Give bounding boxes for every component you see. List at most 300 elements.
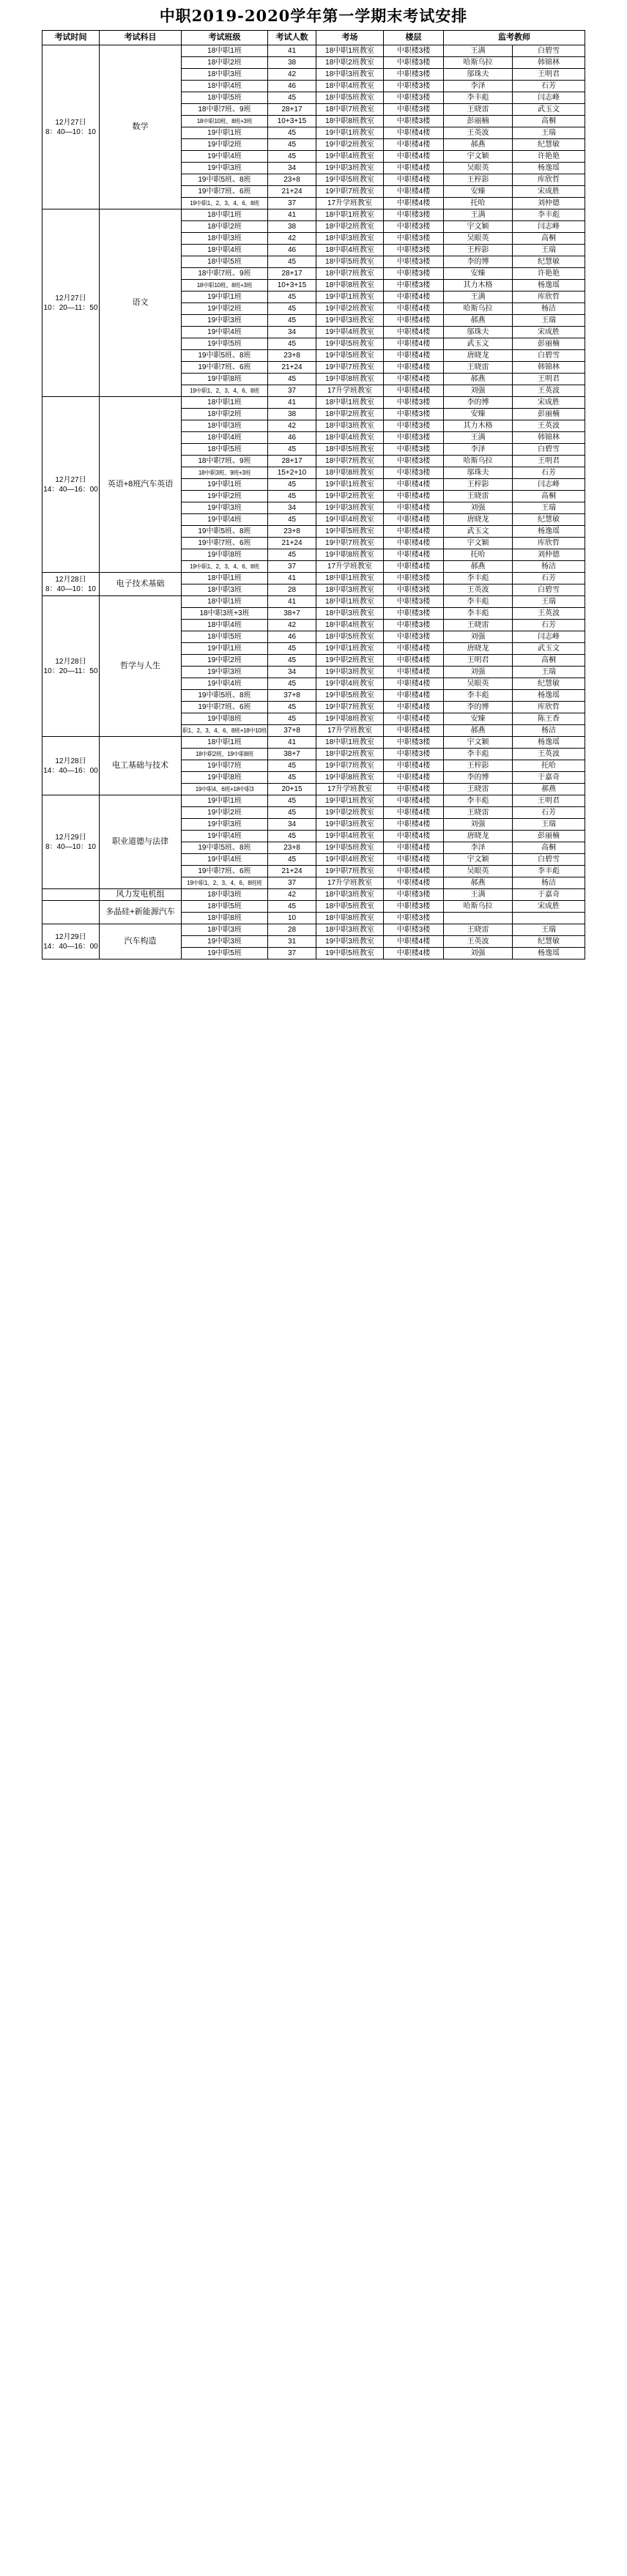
exam-class-cell: 18中职1班 <box>182 596 268 608</box>
invigilator-1-cell: 王梓影 <box>444 760 513 772</box>
exam-class-cell: 18中职10班、8班+3班 <box>182 116 268 127</box>
exam-floor-cell: 中职楼4楼 <box>384 795 444 807</box>
exam-class-cell: 19中职2班 <box>182 807 268 819</box>
exam-room-cell: 19中职5班教室 <box>316 842 384 854</box>
invigilator-2-cell: 石芳 <box>513 807 585 819</box>
exam-count-cell: 45 <box>268 901 316 913</box>
exam-count-cell: 41 <box>268 45 316 57</box>
invigilator-1-cell: 邬珠夫 <box>444 327 513 338</box>
exam-class-cell: 18中职5班 <box>182 901 268 913</box>
exam-class-cell: 18中职2班 <box>182 409 268 420</box>
exam-class-cell: 18中职4班 <box>182 620 268 631</box>
exam-floor-cell: 中职楼4楼 <box>384 385 444 397</box>
exam-room-cell: 18中职4班教室 <box>316 245 384 256</box>
invigilator-1-cell: 宇文颖 <box>444 854 513 866</box>
exam-floor-cell: 中职楼4楼 <box>384 127 444 139</box>
exam-floor-cell: 中职楼4楼 <box>384 526 444 538</box>
exam-count-cell: 37 <box>268 385 316 397</box>
invigilator-1-cell: 李的博 <box>444 772 513 784</box>
exam-room-cell: 18中职8班教室 <box>316 116 384 127</box>
column-header-time: 考试时间 <box>42 31 100 45</box>
exam-room-cell: 19中职8班教室 <box>316 772 384 784</box>
exam-class-cell: 19中职8班 <box>182 772 268 784</box>
exam-class-cell: 职1、2、3、4、6、8班+18中10班 <box>182 725 268 737</box>
exam-floor-cell: 中职楼4楼 <box>384 936 444 948</box>
exam-room-cell: 19中职1班教室 <box>316 292 384 303</box>
invigilator-1-cell: 邬珠夫 <box>444 69 513 81</box>
exam-floor-cell: 中职楼3楼 <box>384 444 444 456</box>
exam-room-cell: 18中职4班教室 <box>316 81 384 92</box>
invigilator-2-cell: 王瑞 <box>513 596 585 608</box>
exam-room-cell: 18中职2班教室 <box>316 221 384 233</box>
exam-room-cell: 19中职4班教室 <box>316 151 384 163</box>
exam-floor-cell: 中职楼3楼 <box>384 92 444 104</box>
exam-class-cell: 18中职1班 <box>182 209 268 221</box>
invigilator-1-cell: 李丰彪 <box>444 573 513 584</box>
exam-room-cell: 18中职7班教室 <box>316 456 384 467</box>
exam-count-cell: 45 <box>268 854 316 866</box>
invigilator-2-cell: 杨洁 <box>513 725 585 737</box>
invigilator-2-cell: 白碧雪 <box>513 584 585 596</box>
exam-count-cell: 45 <box>268 338 316 350</box>
invigilator-2-cell: 陈王香 <box>513 713 585 725</box>
exam-time-cell: 12月27日 10：20—11：50 <box>42 209 100 397</box>
exam-class-cell: 18中职1班 <box>182 737 268 749</box>
exam-count-cell: 10 <box>268 913 316 924</box>
exam-class-cell: 19中职7班、6班 <box>182 186 268 198</box>
invigilator-2-cell: 石芳 <box>513 81 585 92</box>
exam-room-cell: 19中职5班教室 <box>316 350 384 362</box>
exam-count-cell: 34 <box>268 502 316 514</box>
exam-room-cell: 18中职3班教室 <box>316 420 384 432</box>
exam-class-cell: 18中职3班、9班+3班 <box>182 467 268 479</box>
exam-floor-cell: 中职楼4楼 <box>384 338 444 350</box>
invigilator-1-cell: 郝燕 <box>444 877 513 889</box>
table-header-row <box>42 31 585 45</box>
exam-count-cell: 28+17 <box>268 456 316 467</box>
exam-room-cell: 18中职7班教室 <box>316 268 384 280</box>
exam-room-cell: 18中职1班教室 <box>316 573 384 584</box>
exam-room-cell: 19中职5班教室 <box>316 690 384 702</box>
exam-floor-cell: 中职楼3楼 <box>384 737 444 749</box>
invigilator-2-cell: 王瑞 <box>513 127 585 139</box>
exam-floor-cell: 中职楼4楼 <box>384 151 444 163</box>
exam-room-cell: 19中职7班教室 <box>316 866 384 877</box>
invigilator-1-cell: 唐晓龙 <box>444 350 513 362</box>
invigilator-2-cell: 杨逸瑶 <box>513 948 585 959</box>
exam-class-cell: 18中职3班+3班 <box>182 608 268 620</box>
table-row <box>42 45 585 57</box>
exam-floor-cell: 中职楼4楼 <box>384 561 444 573</box>
exam-class-cell: 19中职1、2、3、4、6、8班 <box>182 385 268 397</box>
invigilator-2-cell: 纪慧敏 <box>513 678 585 690</box>
invigilator-2-cell: 王明君 <box>513 69 585 81</box>
invigilator-1-cell: 刘强 <box>444 631 513 643</box>
exam-count-cell: 21+24 <box>268 362 316 374</box>
exam-room-cell: 18中职3班教室 <box>316 608 384 620</box>
exam-room-cell: 18中职5班教室 <box>316 901 384 913</box>
exam-floor-cell: 中职楼3楼 <box>384 456 444 467</box>
table-row <box>42 795 585 807</box>
exam-count-cell: 37 <box>268 948 316 959</box>
invigilator-2-cell: 闫志峰 <box>513 631 585 643</box>
exam-floor-cell: 中职楼3楼 <box>384 209 444 221</box>
invigilator-1-cell: 李丰彪 <box>444 749 513 760</box>
exam-class-cell: 18中职4班 <box>182 245 268 256</box>
invigilator-1-cell: 李的博 <box>444 702 513 713</box>
exam-count-cell: 10+3+15 <box>268 116 316 127</box>
exam-floor-cell: 中职楼3楼 <box>384 584 444 596</box>
column-header-room: 考场 <box>316 31 384 45</box>
exam-count-cell: 45 <box>268 831 316 842</box>
exam-time-cell: 12月28日 14：40—16：00 <box>42 737 100 795</box>
exam-room-cell: 19中职7班教室 <box>316 186 384 198</box>
exam-subject-cell: 多晶硅+新能源汽车 <box>100 901 182 924</box>
exam-subject-cell: 哲学与人生 <box>100 596 182 737</box>
table-row <box>42 889 585 901</box>
exam-class-cell: 18中职3班 <box>182 233 268 245</box>
invigilator-1-cell: 李丰彪 <box>444 795 513 807</box>
invigilator-2-cell: 纪慧敏 <box>513 936 585 948</box>
invigilator-2-cell: 高桐 <box>513 233 585 245</box>
exam-floor-cell: 中职楼4楼 <box>384 831 444 842</box>
invigilator-2-cell: 纪慧敏 <box>513 514 585 526</box>
exam-count-cell: 28 <box>268 924 316 936</box>
exam-time-cell: 12月29日 14：40—16：00 <box>42 924 100 959</box>
exam-room-cell: 17升学班教室 <box>316 385 384 397</box>
exam-class-cell: 19中职5班 <box>182 338 268 350</box>
exam-subject-cell: 电工基础与技术 <box>100 737 182 795</box>
invigilator-1-cell <box>444 913 513 924</box>
exam-class-cell: 19中职7班、6班 <box>182 702 268 713</box>
exam-floor-cell: 中职楼4楼 <box>384 139 444 151</box>
invigilator-2-cell: 武玉文 <box>513 104 585 116</box>
exam-count-cell: 37+8 <box>268 690 316 702</box>
exam-floor-cell: 中职楼3楼 <box>384 913 444 924</box>
invigilator-2-cell: 王瑞 <box>513 924 585 936</box>
invigilator-2-cell: 杨逸瑶 <box>513 280 585 292</box>
invigilator-1-cell: 郝燕 <box>444 315 513 327</box>
invigilator-2-cell: 高桐 <box>513 842 585 854</box>
exam-floor-cell: 中职楼4楼 <box>384 362 444 374</box>
exam-room-cell: 19中职2班教室 <box>316 807 384 819</box>
exam-room-cell: 17升学班教室 <box>316 198 384 209</box>
exam-floor-cell: 中职楼4楼 <box>384 819 444 831</box>
page-title: 中职2019-2020学年第一学期末考试安排 <box>159 7 468 25</box>
exam-floor-cell: 中职楼4楼 <box>384 854 444 866</box>
exam-floor-cell: 中职楼3楼 <box>384 256 444 268</box>
exam-room-cell: 19中职5班教室 <box>316 948 384 959</box>
exam-room-cell: 19中职3班教室 <box>316 936 384 948</box>
invigilator-1-cell: 安臻 <box>444 186 513 198</box>
exam-class-cell: 19中职5班、8班 <box>182 690 268 702</box>
invigilator-2-cell: 王瑞 <box>513 667 585 678</box>
exam-count-cell: 45 <box>268 127 316 139</box>
exam-class-cell: 19中职1班 <box>182 795 268 807</box>
exam-class-cell: 19中职4、6班+18中职3 <box>182 784 268 795</box>
exam-room-cell: 18中职3班教室 <box>316 69 384 81</box>
exam-count-cell: 15+2+10 <box>268 467 316 479</box>
invigilator-1-cell: 其力木格 <box>444 420 513 432</box>
exam-floor-cell: 中职楼3楼 <box>384 116 444 127</box>
invigilator-2-cell: 杨逸瑶 <box>513 690 585 702</box>
invigilator-1-cell: 李泽 <box>444 842 513 854</box>
exam-floor-cell: 中职楼3楼 <box>384 221 444 233</box>
invigilator-2-cell: 宋成胜 <box>513 327 585 338</box>
invigilator-1-cell: 郝燕 <box>444 725 513 737</box>
invigilator-2-cell: 纪慧敏 <box>513 139 585 151</box>
table-row <box>42 573 585 584</box>
exam-room-cell: 19中职5班教室 <box>316 526 384 538</box>
invigilator-1-cell: 刘强 <box>444 502 513 514</box>
invigilator-2-cell: 王明君 <box>513 374 585 385</box>
exam-floor-cell: 中职楼3楼 <box>384 233 444 245</box>
invigilator-1-cell: 王满 <box>444 432 513 444</box>
invigilator-2-cell: 刘仲德 <box>513 549 585 561</box>
invigilator-1-cell: 刘强 <box>444 385 513 397</box>
invigilator-1-cell: 王满 <box>444 45 513 57</box>
exam-class-cell: 19中职1、2、3、4、6、8班 <box>182 198 268 209</box>
exam-count-cell: 45 <box>268 702 316 713</box>
exam-floor-cell: 中职楼4楼 <box>384 514 444 526</box>
invigilator-2-cell: 杨洁 <box>513 561 585 573</box>
exam-count-cell: 45 <box>268 549 316 561</box>
exam-room-cell: 17升学班教室 <box>316 784 384 795</box>
exam-room-cell: 18中职2班教室 <box>316 749 384 760</box>
exam-count-cell: 45 <box>268 514 316 526</box>
exam-count-cell: 45 <box>268 760 316 772</box>
invigilator-2-cell: 闫志峰 <box>513 479 585 491</box>
exam-class-cell: 18中职5班 <box>182 631 268 643</box>
invigilator-2-cell: 闫志峰 <box>513 92 585 104</box>
exam-room-cell: 19中职4班教室 <box>316 854 384 866</box>
exam-time-cell <box>42 889 100 901</box>
exam-room-cell: 19中职4班教室 <box>316 831 384 842</box>
invigilator-1-cell: 李丰彪 <box>444 690 513 702</box>
exam-count-cell: 37 <box>268 561 316 573</box>
table-row <box>42 901 585 913</box>
exam-class-cell: 18中职3班 <box>182 584 268 596</box>
exam-floor-cell: 中职楼3楼 <box>384 467 444 479</box>
exam-subject-cell: 电子技术基础 <box>100 573 182 596</box>
exam-class-cell: 18中职5班 <box>182 256 268 268</box>
exam-class-cell: 19中职1班 <box>182 643 268 655</box>
invigilator-1-cell: 唐晓龙 <box>444 831 513 842</box>
invigilator-2-cell: 王英波 <box>513 608 585 620</box>
exam-count-cell: 38 <box>268 409 316 420</box>
exam-count-cell: 45 <box>268 479 316 491</box>
exam-count-cell: 42 <box>268 889 316 901</box>
column-header-count: 考试人数 <box>268 31 316 45</box>
exam-floor-cell: 中职楼4楼 <box>384 772 444 784</box>
table-row <box>42 397 585 409</box>
exam-subject-cell: 汽车构造 <box>100 924 182 959</box>
exam-class-cell: 18中职4班 <box>182 81 268 92</box>
exam-count-cell: 45 <box>268 491 316 502</box>
exam-count-cell: 42 <box>268 233 316 245</box>
exam-room-cell: 19中职8班教室 <box>316 549 384 561</box>
exam-count-cell: 38 <box>268 57 316 69</box>
invigilator-2-cell: 杨逸瑶 <box>513 737 585 749</box>
invigilator-1-cell: 郝燕 <box>444 561 513 573</box>
invigilator-2-cell: 韩锦林 <box>513 362 585 374</box>
exam-floor-cell: 中职楼4楼 <box>384 866 444 877</box>
invigilator-1-cell: 彭丽楠 <box>444 116 513 127</box>
exam-time-cell: 12月28日 8：40—10：10 <box>42 573 100 596</box>
exam-floor-cell: 中职楼3楼 <box>384 81 444 92</box>
exam-class-cell: 18中职2班 <box>182 57 268 69</box>
invigilator-1-cell: 王晓雷 <box>444 362 513 374</box>
exam-room-cell: 19中职7班教室 <box>316 702 384 713</box>
invigilator-1-cell: 李的博 <box>444 256 513 268</box>
invigilator-2-cell: 王瑞 <box>513 819 585 831</box>
exam-floor-cell: 中职楼3楼 <box>384 420 444 432</box>
invigilator-1-cell: 刘强 <box>444 819 513 831</box>
exam-count-cell: 21+24 <box>268 866 316 877</box>
invigilator-2-cell: 闫志峰 <box>513 221 585 233</box>
invigilator-2-cell: 武玉文 <box>513 643 585 655</box>
exam-room-cell: 18中职5班教室 <box>316 631 384 643</box>
exam-room-cell: 19中职3班教室 <box>316 819 384 831</box>
exam-floor-cell: 中职楼3楼 <box>384 69 444 81</box>
exam-room-cell: 18中职8班教室 <box>316 467 384 479</box>
invigilator-2-cell: 王英波 <box>513 385 585 397</box>
invigilator-1-cell: 安臻 <box>444 268 513 280</box>
exam-floor-cell: 中职楼4楼 <box>384 303 444 315</box>
exam-class-cell: 19中职8班 <box>182 549 268 561</box>
exam-floor-cell: 中职楼4楼 <box>384 948 444 959</box>
exam-room-cell: 17升学班教室 <box>316 725 384 737</box>
exam-class-cell: 18中职3班 <box>182 889 268 901</box>
exam-subject-cell: 风力发电机组 <box>100 889 182 901</box>
exam-floor-cell: 中职楼4楼 <box>384 877 444 889</box>
exam-class-cell: 19中职7班 <box>182 760 268 772</box>
exam-count-cell: 38 <box>268 221 316 233</box>
invigilator-1-cell: 王晓雷 <box>444 104 513 116</box>
exam-count-cell: 34 <box>268 819 316 831</box>
invigilator-2-cell: 杨逸瑶 <box>513 526 585 538</box>
invigilator-2-cell: 韩锦林 <box>513 57 585 69</box>
exam-room-cell: 19中职2班教室 <box>316 491 384 502</box>
exam-count-cell: 46 <box>268 245 316 256</box>
invigilator-2-cell: 库欣哲 <box>513 174 585 186</box>
invigilator-2-cell: 石芳 <box>513 620 585 631</box>
exam-floor-cell: 中职楼4楼 <box>384 643 444 655</box>
exam-room-cell: 18中职5班教室 <box>316 256 384 268</box>
exam-room-cell: 19中职4班教室 <box>316 327 384 338</box>
exam-floor-cell: 中职楼3楼 <box>384 245 444 256</box>
exam-count-cell: 45 <box>268 303 316 315</box>
exam-class-cell: 19中职4班 <box>182 151 268 163</box>
table-body <box>42 45 585 959</box>
exam-count-cell: 46 <box>268 631 316 643</box>
exam-class-cell: 19中职8班 <box>182 374 268 385</box>
exam-floor-cell: 中职楼4楼 <box>384 713 444 725</box>
invigilator-2-cell: 石芳 <box>513 573 585 584</box>
invigilator-1-cell: 吴眼英 <box>444 163 513 174</box>
exam-count-cell: 42 <box>268 420 316 432</box>
exam-count-cell: 45 <box>268 256 316 268</box>
exam-floor-cell: 中职楼4楼 <box>384 842 444 854</box>
invigilator-1-cell: 宇文颖 <box>444 737 513 749</box>
exam-floor-cell: 中职楼3楼 <box>384 104 444 116</box>
exam-room-cell: 18中职8班教室 <box>316 913 384 924</box>
exam-count-cell: 45 <box>268 444 316 456</box>
invigilator-2-cell: 彭丽楠 <box>513 831 585 842</box>
exam-count-cell: 28+17 <box>268 268 316 280</box>
exam-count-cell: 38+7 <box>268 749 316 760</box>
exam-subject-cell: 职业道德与法律 <box>100 795 182 889</box>
exam-floor-cell: 中职楼3楼 <box>384 901 444 913</box>
exam-count-cell: 41 <box>268 596 316 608</box>
exam-count-cell: 42 <box>268 69 316 81</box>
invigilator-2-cell: 刘仲德 <box>513 198 585 209</box>
column-header-floor: 楼层 <box>384 31 444 45</box>
exam-class-cell: 19中职2班 <box>182 655 268 667</box>
invigilator-2-cell: 库欣哲 <box>513 292 585 303</box>
exam-class-cell: 19中职3班 <box>182 667 268 678</box>
exam-count-cell: 45 <box>268 795 316 807</box>
exam-floor-cell: 中职楼4楼 <box>384 292 444 303</box>
exam-count-cell: 45 <box>268 92 316 104</box>
exam-count-cell: 45 <box>268 713 316 725</box>
invigilator-1-cell: 李泽 <box>444 444 513 456</box>
exam-count-cell: 45 <box>268 151 316 163</box>
invigilator-1-cell: 哈斯乌拉 <box>444 901 513 913</box>
exam-count-cell: 28 <box>268 584 316 596</box>
exam-floor-cell: 中职楼4楼 <box>384 327 444 338</box>
exam-count-cell: 37+8 <box>268 725 316 737</box>
exam-floor-cell: 中职楼4楼 <box>384 479 444 491</box>
invigilator-1-cell: 宇文颖 <box>444 151 513 163</box>
exam-time-cell: 12月27日 8：40—10：10 <box>42 45 100 209</box>
exam-class-cell: 19中职2班 <box>182 139 268 151</box>
exam-count-cell: 45 <box>268 807 316 819</box>
exam-room-cell: 18中职4班教室 <box>316 620 384 631</box>
exam-floor-cell: 中职楼4楼 <box>384 538 444 549</box>
invigilator-2-cell: 王英波 <box>513 420 585 432</box>
exam-floor-cell: 中职楼3楼 <box>384 45 444 57</box>
invigilator-2-cell: 白碧雪 <box>513 444 585 456</box>
invigilator-1-cell: 邬珠夫 <box>444 467 513 479</box>
exam-count-cell: 34 <box>268 327 316 338</box>
table-row <box>42 924 585 936</box>
exam-room-cell: 19中职1班教室 <box>316 479 384 491</box>
exam-room-cell: 17升学班教室 <box>316 561 384 573</box>
exam-count-cell: 45 <box>268 655 316 667</box>
invigilator-1-cell: 吴眼英 <box>444 866 513 877</box>
exam-class-cell: 18中职7班、9班 <box>182 456 268 467</box>
invigilator-1-cell: 郝燕 <box>444 374 513 385</box>
exam-room-cell: 19中职3班教室 <box>316 502 384 514</box>
exam-count-cell: 45 <box>268 292 316 303</box>
exam-class-cell: 18中职4班 <box>182 432 268 444</box>
invigilator-1-cell: 王晓雷 <box>444 620 513 631</box>
exam-floor-cell: 中职楼3楼 <box>384 620 444 631</box>
exam-count-cell: 37 <box>268 198 316 209</box>
exam-room-cell: 18中职1班教室 <box>316 397 384 409</box>
exam-count-cell: 41 <box>268 397 316 409</box>
exam-count-cell: 45 <box>268 643 316 655</box>
exam-room-cell: 19中职8班教室 <box>316 374 384 385</box>
exam-count-cell: 21+24 <box>268 538 316 549</box>
exam-count-cell: 45 <box>268 374 316 385</box>
exam-count-cell: 46 <box>268 81 316 92</box>
invigilator-2-cell: 高桐 <box>513 655 585 667</box>
invigilator-1-cell: 王晓雷 <box>444 784 513 795</box>
invigilator-2-cell: 王瑞 <box>513 315 585 327</box>
invigilator-1-cell: 李丰彪 <box>444 608 513 620</box>
